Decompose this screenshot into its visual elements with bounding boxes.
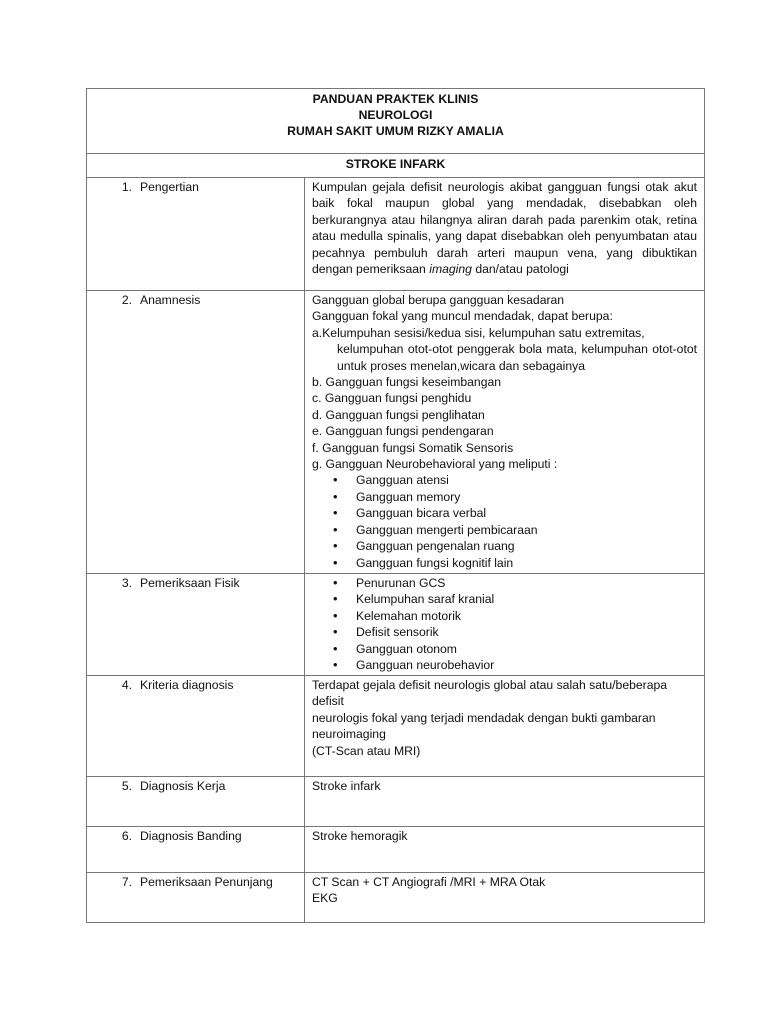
list-item: • Gangguan pengenalan ruang [312, 538, 697, 554]
header-department: NEUROLOGI [358, 108, 433, 123]
row-value-cell [305, 574, 704, 675]
anamnesis-line: Gangguan global berupa gangguan kesadaran [312, 293, 565, 308]
list-item: • Kelumpuhan saraf kranial [312, 591, 697, 607]
row-label-cell [87, 291, 305, 573]
anamnesis-item: e. Gangguan fungsi pendengaran [312, 424, 494, 439]
row-value-cell: Stroke hemoragik [312, 829, 408, 844]
table-row-pengertian [87, 178, 704, 291]
row-value-cell [305, 676, 704, 776]
list-item: • Gangguan otonom [312, 641, 697, 657]
list-item: • Kelemahan motorik [312, 608, 697, 624]
row-number: 4. [121, 678, 132, 693]
anamnesis-item: c. Gangguan fungsi penghidu [312, 391, 472, 406]
anamnesis-item: g. Gangguan Neurobehavioral yang meliputi : [312, 457, 558, 472]
table-row-pemeriksaan-penunjang [87, 873, 704, 922]
table-row-diagnosis-kerja [87, 777, 704, 827]
support-exam-line: CT Scan + CT Angiografi /MRI + MRA Otak [312, 875, 546, 890]
criteria-line: (CT-Scan atau MRI) [312, 743, 421, 758]
row-label: Pengertian [140, 180, 199, 195]
support-exam-line: EKG [312, 891, 338, 906]
row-label-cell [87, 676, 305, 776]
physical-exam-list [312, 575, 697, 673]
topic-title: STROKE INFARK [87, 154, 704, 178]
criteria-line: Terdapat gejala defisit neurologis global atau salah satu/beberapa defisit [312, 678, 668, 709]
clinical-guideline-table [86, 88, 705, 923]
list-item: • Gangguan neurobehavior [312, 657, 697, 673]
definition-text-end: dan/atau patologi [475, 262, 569, 277]
table-row-diagnosis-banding [87, 827, 704, 873]
row-label: Kriteria diagnosis [140, 678, 234, 693]
definition-emphasis: imaging [429, 262, 472, 277]
anamnesis-item: f. Gangguan fungsi Somatik Sensoris [312, 440, 514, 455]
row-label-cell [87, 827, 305, 872]
row-label: Pemeriksaan Fisik [140, 576, 240, 591]
row-number: 7. [121, 875, 132, 890]
document-header [87, 89, 704, 154]
table-row-pemeriksaan-fisik [87, 574, 704, 676]
row-value-cell: Stroke infark [312, 779, 381, 794]
row-value-cell [305, 873, 704, 922]
row-label: Diagnosis Banding [140, 829, 242, 844]
list-item: • Gangguan mengerti pembicaraan [312, 522, 697, 538]
row-number: 6. [121, 829, 132, 844]
anamnesis-item: d. Gangguan fungsi penglihatan [312, 407, 485, 422]
criteria-line: neurologis fokal yang terjadi mendadak dengan bukti gambaran neuroimaging [312, 710, 656, 742]
table-row-anamnesis [87, 291, 704, 574]
list-item: • Gangguan atensi [312, 472, 697, 488]
header-title: PANDUAN PRAKTEK KLINIS [312, 92, 479, 106]
anamnesis-item: b. Gangguan fungsi keseimbangan [312, 375, 502, 390]
list-item: • Penurunan GCS [312, 575, 697, 591]
row-label-cell [87, 873, 305, 922]
list-item: • Defisit sensorik [312, 624, 697, 640]
row-label-cell [87, 574, 305, 675]
row-number: 2. [121, 293, 132, 308]
anamnesis-item-a: a.Kelumpuhan sesisi/kedua sisi, kelumpuhan satu extremitas, [312, 325, 645, 340]
anamnesis-item-a-continued: kelumpuhan otot-otot penggerak bola mata, kelumpuhan otot-otot untuk proses menelan,wicara dan sebagainya [337, 342, 697, 373]
row-label: Diagnosis Kerja [140, 779, 226, 794]
row-label: Pemeriksaan Penunjang [140, 875, 273, 890]
list-item: • Gangguan bicara verbal [312, 505, 697, 521]
list-item: • Gangguan fungsi kognitif lain [312, 555, 697, 571]
table-row-kriteria-diagnosis [87, 676, 704, 777]
header-hospital: RUMAH SAKIT UMUM RIZKY AMALIA [287, 124, 504, 139]
row-value-cell [305, 178, 704, 290]
row-label: Anamnesis [140, 293, 201, 308]
row-value-cell [305, 291, 704, 573]
row-number: 3. [121, 576, 132, 591]
row-number: 1. [121, 180, 132, 195]
row-label-cell [87, 178, 305, 290]
anamnesis-line: Gangguan fokal yang muncul mendadak, dapat berupa: [312, 309, 613, 324]
row-label-cell [87, 777, 305, 826]
neurobehavioral-list [312, 472, 697, 570]
list-item: • Gangguan memory [312, 489, 697, 505]
row-number: 5. [121, 779, 132, 794]
definition-text: Kumpulan gejala defisit neurologis akibat gangguan fungsi otak akut baik fokal maupun global yang mendadak, disebabkan oleh berkurangnya atau hilangnya aliran darah pada parenkim otak, retina atau medulla spinalis, yang dapat disebabkan oleh penyumbatan atau pecahnya pembuluh darah arteri maupun vena, yang dibuktikan dengan pemeriksaan [312, 180, 697, 277]
